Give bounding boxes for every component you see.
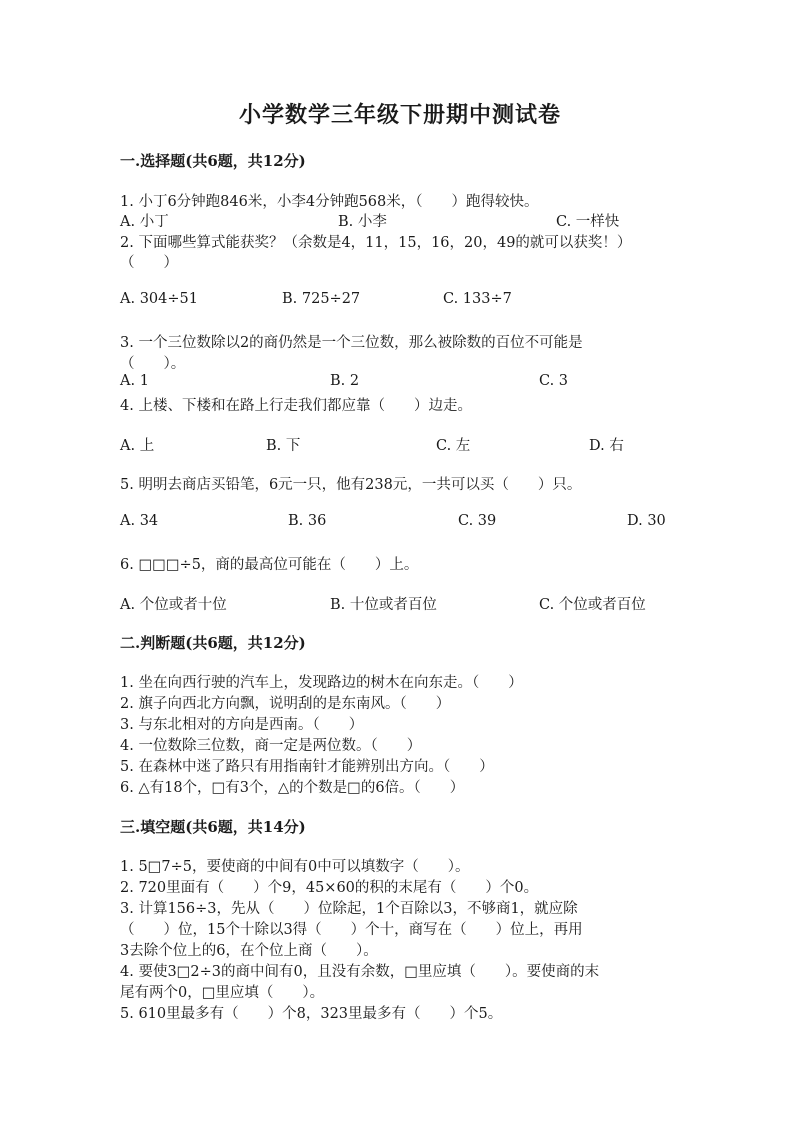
fill-item: 4. 要使3□2÷3的商中间有0，且没有余数，□里应填（ ）。要使商的末 [120,964,600,980]
fill-item: 3. 计算156÷3，先从（ ）位除起，1个百除以3，不够商1，就应除 [120,901,578,917]
question-stem: 3. 一个三位数除以2的商仍然是一个三位数，那么被除数的百位不可能是 [120,335,583,351]
fill-item-continued: 3去除个位上的6，在个位上商（ ）。 [120,943,378,959]
fill-item: 2. 720里面有（ ）个9，45×60的积的末尾有（ ）个0。 [120,880,539,896]
option-b: B. 小李 [338,214,387,230]
fill-item-continued: 尾有两个0，□里应填（ ）。 [120,985,325,1001]
option-c: C. 一样快 [556,214,620,230]
option-b: B. 36 [288,513,327,529]
section-heading-fill-blank: 三.填空题(共6题，共14分) [120,818,306,836]
option-a: A. 1 [120,373,149,389]
option-d: D. 右 [589,438,624,454]
question-stem: 2. 下面哪些算式能获奖？（余数是4，11，15，16，20，49的就可以获奖！） [120,235,632,251]
judgment-item: 6. △有18个，□有3个，△的个数是□的6倍。（ ） [120,780,465,796]
option-a: A. 个位或者十位 [120,597,227,613]
question-stem: 1. 小丁6分钟跑846米，小李4分钟跑568米，（ ）跑得较快。 [120,194,539,210]
question-stem-continued: （ ） [120,255,178,271]
page-title: 小学数学三年级下册期中测试卷 [238,102,561,128]
option-b: B. 十位或者百位 [330,597,437,613]
question-stem: 5. 明明去商店买铅笔，6元一只，他有238元，一共可以买（ ）只。 [120,477,582,493]
fill-item: 5. 610里最多有（ ）个8，323里最多有（ ）个5。 [120,1006,503,1022]
fill-item: 1. 5□7÷5，要使商的中间有0中可以填数字（ ）。 [120,859,470,875]
question-stem: 6. □□□÷5，商的最高位可能在（ ）上。 [120,557,419,573]
option-b: B. 725÷27 [282,291,361,307]
option-b: B. 2 [330,373,360,389]
option-c: C. 39 [458,513,497,529]
option-c: C. 个位或者百位 [539,597,646,613]
fill-item-continued: （ ）位，15个十除以3得（ ）个十，商写在（ ）位上，再用 [120,922,583,938]
option-a: A. 304÷51 [120,291,198,307]
judgment-item: 5. 在森林中迷了路只有用指南针才能辨别出方向。（ ） [120,759,494,775]
option-a: A. 34 [120,513,159,529]
option-a: A. 小丁 [120,214,169,230]
option-c: C. 133÷7 [443,291,512,307]
question-stem: 4. 上楼、下楼和在路上行走我们都应靠（ ）边走。 [120,398,472,414]
option-b: B. 下 [266,438,301,454]
question-stem-continued: （ ）。 [120,356,186,372]
option-a: A. 上 [120,438,155,454]
option-c: C. 3 [539,373,569,389]
judgment-item: 3. 与东北相对的方向是西南。（ ） [120,717,364,733]
judgment-item: 4. 一位数除三位数，商一定是两位数。（ ） [120,738,422,754]
judgment-item: 1. 坐在向西行驶的汽车上，发现路边的树木在向东走。（ ） [120,675,523,691]
section-heading-judgment: 二.判断题(共6题，共12分) [120,634,306,652]
section-heading-choice: 一.选择题(共6题，共12分) [120,152,306,170]
judgment-item: 2. 旗子向西北方向飘，说明刮的是东南风。（ ） [120,696,451,712]
option-d: D. 30 [627,513,666,529]
option-c: C. 左 [436,438,471,454]
